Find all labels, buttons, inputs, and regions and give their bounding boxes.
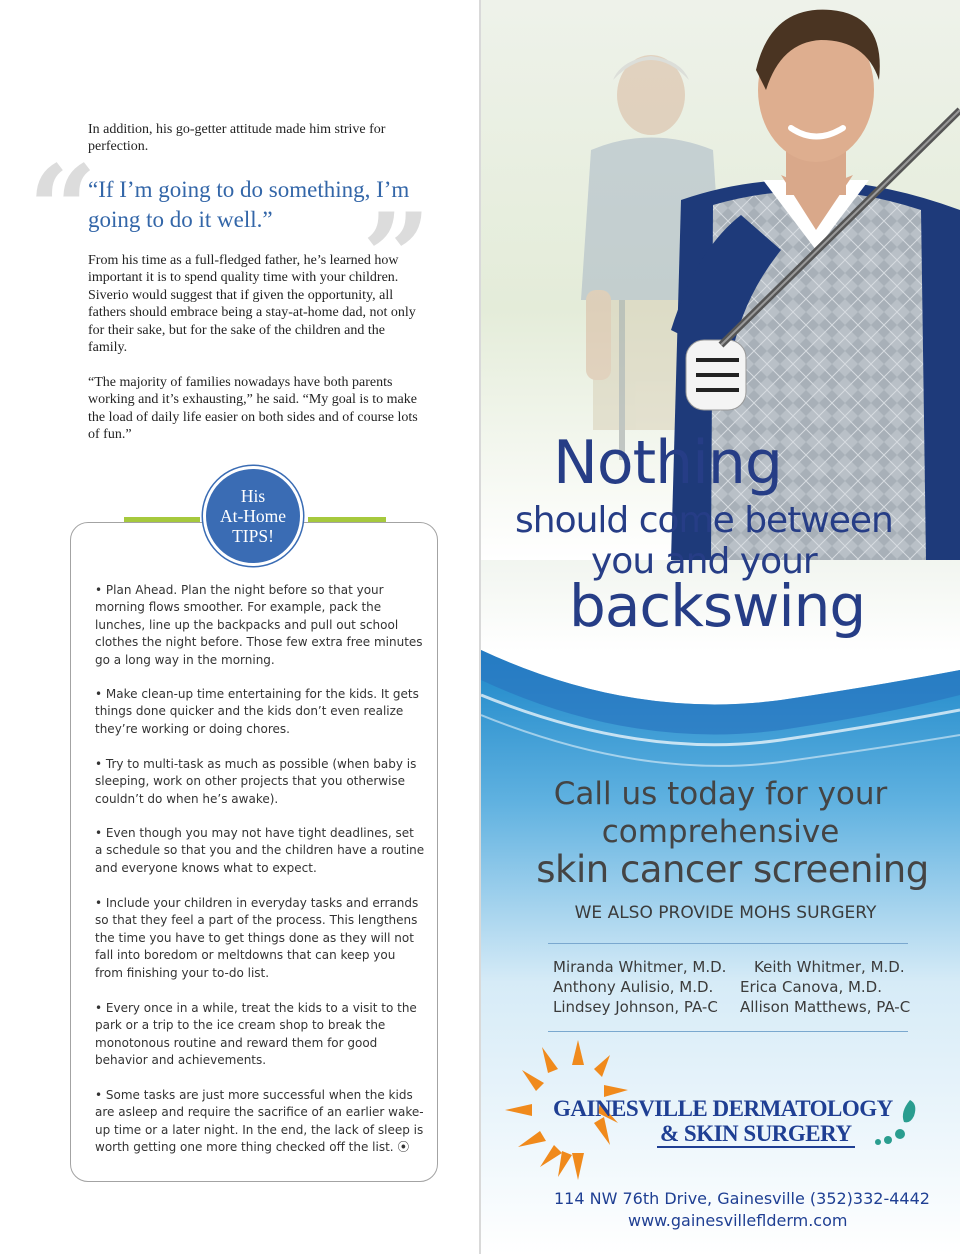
- ad-mohs-surgery: WE ALSO PROVIDE MOHS SURGERY: [574, 903, 877, 923]
- tip-item: • Some tasks are just more successful when the kids are asleep and require the sacrifice of an earlier wake-up time or a later night. In the end, the lack of sleep is worth getting one more thing checked off the list. ⦿: [95, 1088, 424, 1155]
- doctor-name: Miranda Whitmer, M.D.: [553, 958, 727, 976]
- tip-item: • Make clean-up time entertaining for the kids. It gets things done quicker and the kids don’t even realize they’re working or doing chores.: [95, 687, 419, 736]
- badge-line-1: His: [240, 486, 266, 506]
- logo-underline: [657, 1146, 855, 1148]
- tips-badge: [203, 466, 303, 566]
- ad-call-line3: skin cancer screening: [536, 848, 929, 891]
- tip-item: • Include your children in everyday tasks and errands so that they feel a part of the process. This lengthens the time you have to get things done as they will not fall into boredom or meltdowns that can keep you from finishing your to-do list.: [95, 896, 419, 980]
- ad-call-line2: comprehensive: [601, 814, 840, 850]
- tip-item: • Every once in a while, treat the kids to a visit to the park or a trip to the ice cream shop to break the monotonous routine and reward them for good behavior and achievements.: [95, 1001, 417, 1068]
- logo-line-2: & SKIN SURGERY: [660, 1121, 852, 1146]
- open-quote-icon: “: [28, 139, 98, 280]
- doctor-name: Keith Whitmer, M.D.: [754, 958, 905, 976]
- ad-headline-nothing: Nothing: [553, 428, 782, 498]
- ad-website: www.gainesvilleflderm.com: [628, 1211, 848, 1230]
- doctor-name: Lindsey Johnson, PA-C: [553, 998, 718, 1016]
- tip-item: • Try to multi-task as much as possible (when baby is sleeping, work on other projects that you otherwise couldn’t do when he’s awake).: [95, 757, 417, 806]
- doctor-name: Allison Matthews, PA-C: [740, 998, 911, 1016]
- badge-line-2: At-Home: [219, 506, 287, 526]
- body-paragraph-1: From his time as a full-fledged father, he’s learned how important it is to spend quality time with your children. Siverio would suggest that if given the opportunity, all fathers should embrace being a stay-at-home dad, not only for their sake, but for the sake of the children and the family.: [88, 253, 416, 356]
- ad-headline-line3: you and your: [591, 541, 817, 582]
- body-paragraph-2: “The majority of families nowadays have both parents working and it’s exhausting,” he said. “My goal is to make the load of daily life easier on both sides and of course lots of fun.”: [88, 375, 418, 443]
- ad-call-line1: Call us today for your: [553, 776, 888, 812]
- ad-headline-backswing: backswing: [569, 572, 866, 640]
- ad-divider-bottom: [548, 1031, 908, 1032]
- ad-headline-line2: should come between: [515, 500, 893, 541]
- logo-line-1: GAINESVILLE DERMATOLOGY: [553, 1096, 893, 1121]
- badge-line-3: TIPS!: [232, 526, 274, 546]
- ad-divider-top: [548, 943, 908, 944]
- tip-item: • Plan Ahead. Plan the night before so that your morning flows smoother. For example, pack the lunches, line up the backpacks and pull out school clothes the night before. Those few extra free minutes go a long way in the morning.: [95, 583, 423, 667]
- doctor-name: Erica Canova, M.D.: [740, 978, 883, 996]
- tip-item: • Even though you may not have tight deadlines, set a schedule so that you and the children have a routine and everyone knows what to expect.: [95, 826, 425, 875]
- intro-paragraph: In addition, his go-getter attitude made him strive for perfection.: [88, 122, 386, 155]
- doctor-name: Anthony Aulisio, M.D.: [553, 978, 714, 996]
- ad-address: 114 NW 76th Drive, Gainesville (352)332-4442: [554, 1189, 930, 1208]
- pull-quote: “If I’m going to do something, I’m going to do it well.”: [88, 177, 410, 232]
- footprint-logo-icon: [870, 1098, 920, 1148]
- close-quote-icon: ”: [362, 187, 432, 328]
